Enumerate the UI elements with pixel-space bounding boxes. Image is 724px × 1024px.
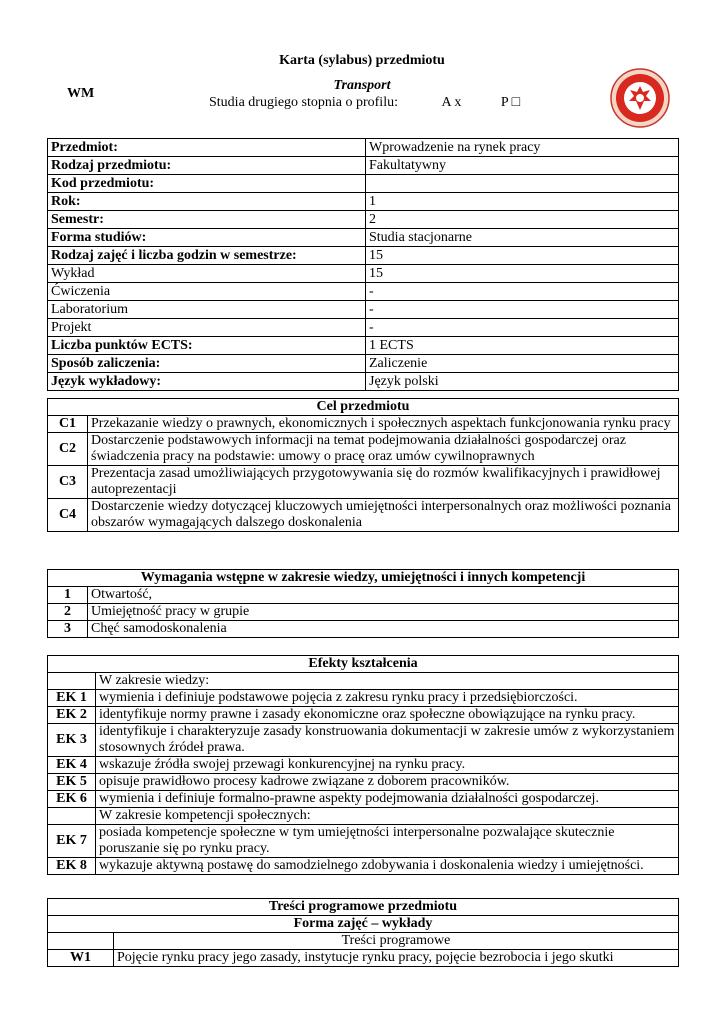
knowledge-outcome-row-text: identyfikuje i charakteryzuje zasady konstruowania dokumentacji w zakresie umów z wykorzystaniem stosownych źródeł prawa. <box>96 724 679 757</box>
requirement-row <box>48 587 679 604</box>
info-row <box>48 301 679 319</box>
requirement-row-text: Umiejętność pracy w grupie <box>88 604 679 621</box>
social-outcome-row-text: posiada kompetencje społeczne w tym umiejętności interpersonalne pozwalające skutecznie poruszanie się po rynku pracy. <box>96 825 679 858</box>
info-value: 15 <box>366 265 679 283</box>
course-goal-table <box>47 398 679 532</box>
info-row <box>48 319 679 337</box>
goal-row-code: C3 <box>48 466 88 499</box>
knowledge-outcome-row <box>48 724 679 757</box>
social-outcome-row-text: wykazuje aktywną postawę do samodzielnego zdobywania i doskonalenia wiedzy i umiejętności. <box>96 858 679 875</box>
requirement-row-code: 2 <box>48 604 88 621</box>
info-value: Język polski <box>366 373 679 391</box>
knowledge-outcome-row-text: opisuje prawidłowo procesy kadrowe związane z doborem pracowników. <box>96 774 679 791</box>
goal-row-text: Przekazanie wiedzy o prawnych, ekonomicznych i społecznych aspektach funkcjonowania rynku pracy <box>88 416 679 433</box>
profile-p: P □ <box>500 95 521 110</box>
info-label: Sposób zaliczenia: <box>48 355 366 373</box>
knowledge-outcome-row-text: wymienia i definiuje podstawowe pojęcia z zakresu rynku pracy i przedsiębiorczości. <box>96 690 679 707</box>
info-label: Ćwiczenia <box>48 283 366 301</box>
info-value: - <box>366 283 679 301</box>
requirement-row-code: 1 <box>48 587 88 604</box>
goal-row <box>48 433 679 466</box>
goal-row <box>48 416 679 433</box>
content-row <box>48 950 679 967</box>
study-profile-label: Studia drugiego stopnia o profilu: <box>209 95 398 110</box>
info-label: Laboratorium <box>48 301 366 319</box>
goal-title: Cel przedmiotu <box>48 399 679 416</box>
knowledge-outcome-row <box>48 707 679 724</box>
info-value: Studia stacjonarne <box>366 229 679 247</box>
info-row <box>48 265 679 283</box>
info-value: 1 <box>366 193 679 211</box>
info-value: - <box>366 301 679 319</box>
info-label: Rodzaj przedmiotu: <box>48 157 366 175</box>
info-row <box>48 157 679 175</box>
info-value: Fakultatywny <box>366 157 679 175</box>
info-value: 1 ECTS <box>366 337 679 355</box>
knowledge-outcome-row <box>48 757 679 774</box>
info-row <box>48 247 679 265</box>
info-value: Wprowadzenie na rynek pracy <box>366 139 679 157</box>
content-form: Forma zajęć – wykłady <box>48 916 679 933</box>
info-label: Projekt <box>48 319 366 337</box>
info-row <box>48 229 679 247</box>
goal-row-text: Prezentacja zasad umożliwiających przygotowywania się do rozmów kwalifikacyjnych i prawidłowej autoprezentacji <box>88 466 679 499</box>
knowledge-outcome-row-code: EK 6 <box>48 791 96 808</box>
content-title: Treści programowe przedmiotu <box>48 899 679 916</box>
social-outcome-row <box>48 825 679 858</box>
goal-row-code: C1 <box>48 416 88 433</box>
faculty-code: WM <box>67 86 95 101</box>
info-value: 2 <box>366 211 679 229</box>
requirement-row <box>48 621 679 638</box>
info-label: Semestr: <box>48 211 366 229</box>
program-content-table <box>47 898 679 967</box>
info-label: Forma studiów: <box>48 229 366 247</box>
social-outcome-row-code: EK 7 <box>48 825 96 858</box>
info-row <box>48 373 679 391</box>
learning-outcomes-table <box>47 655 679 875</box>
knowledge-outcome-row-code: EK 4 <box>48 757 96 774</box>
info-label: Przedmiot: <box>48 139 366 157</box>
knowledge-outcome-row-text: wymienia i definiuje formalno-prawne aspekty podejmowania działalności gospodarczej. <box>96 791 679 808</box>
goal-row-text: Dostarczenie podstawowych informacji na temat podejmowania działalności gospodarczej oraz świadczenia pracy na podstawie: umowy o pracę oraz umów cywilnoprawnych <box>88 433 679 466</box>
requirement-row-code: 3 <box>48 621 88 638</box>
info-row <box>48 193 679 211</box>
knowledge-outcome-row-code: EK 5 <box>48 774 96 791</box>
requirement-row-text: Chęć samodoskonalenia <box>88 621 679 638</box>
info-row <box>48 283 679 301</box>
social-heading: W zakresie kompetencji społecznych: <box>96 808 679 825</box>
content-col-header: Treści programowe <box>114 933 679 950</box>
info-label: Wykład <box>48 265 366 283</box>
document-title: Karta (sylabus) przedmiotu <box>279 53 445 68</box>
social-outcome-row-code: EK 8 <box>48 858 96 875</box>
content-row-code: W1 <box>48 950 114 967</box>
field-of-study: Transport <box>333 78 391 93</box>
knowledge-outcome-row-code: EK 3 <box>48 724 96 757</box>
info-row <box>48 175 679 193</box>
content-row-text: Pojęcie rynku pracy jego zasady, instytucje rynku pracy, pojęcie bezrobocia i jego skutki <box>114 950 679 967</box>
info-value: 15 <box>366 247 679 265</box>
knowledge-outcome-row <box>48 690 679 707</box>
info-label: Liczba punktów ECTS: <box>48 337 366 355</box>
info-value: Zaliczenie <box>366 355 679 373</box>
info-row <box>48 355 679 373</box>
knowledge-outcome-row-code: EK 2 <box>48 707 96 724</box>
knowledge-outcome-row-text: wskazuje źródła swojej przewagi konkurencyjnej na rynku pracy. <box>96 757 679 774</box>
study-profile-line <box>209 95 520 111</box>
goal-row-code: C2 <box>48 433 88 466</box>
effects-title: Efekty kształcenia <box>48 656 679 673</box>
info-value <box>366 175 679 193</box>
info-row <box>48 139 679 157</box>
info-label: Kod przedmiotu: <box>48 175 366 193</box>
info-row <box>48 211 679 229</box>
goal-row-text: Dostarczenie wiedzy dotyczącej kluczowych umiejętności interpersonalnych oraz możliwości poznania obszarów wymagających dalszego doskonalenia <box>88 499 679 532</box>
goal-row <box>48 466 679 499</box>
requirements-table <box>47 569 679 638</box>
knowledge-outcome-row <box>48 774 679 791</box>
knowledge-outcome-row <box>48 791 679 808</box>
course-info-table <box>47 138 679 391</box>
university-logo-icon <box>610 68 670 128</box>
social-outcome-row <box>48 858 679 875</box>
info-label: Rodzaj zajęć i liczba godzin w semestrze: <box>48 247 366 265</box>
knowledge-outcome-row-code: EK 1 <box>48 690 96 707</box>
info-label: Język wykładowy: <box>48 373 366 391</box>
requirement-row-text: Otwartość, <box>88 587 679 604</box>
goal-row-code: C4 <box>48 499 88 532</box>
profile-a: A x <box>441 95 462 110</box>
goal-row <box>48 499 679 532</box>
knowledge-heading: W zakresie wiedzy: <box>96 673 679 690</box>
info-value: - <box>366 319 679 337</box>
knowledge-outcome-row-text: identyfikuje normy prawne i zasady ekonomiczne oraz społeczne obowiązujące na rynku pracy. <box>96 707 679 724</box>
info-row <box>48 337 679 355</box>
info-label: Rok: <box>48 193 366 211</box>
requirement-row <box>48 604 679 621</box>
requirements-title: Wymagania wstępne w zakresie wiedzy, umiejętności i innych kompetencji <box>48 570 679 587</box>
